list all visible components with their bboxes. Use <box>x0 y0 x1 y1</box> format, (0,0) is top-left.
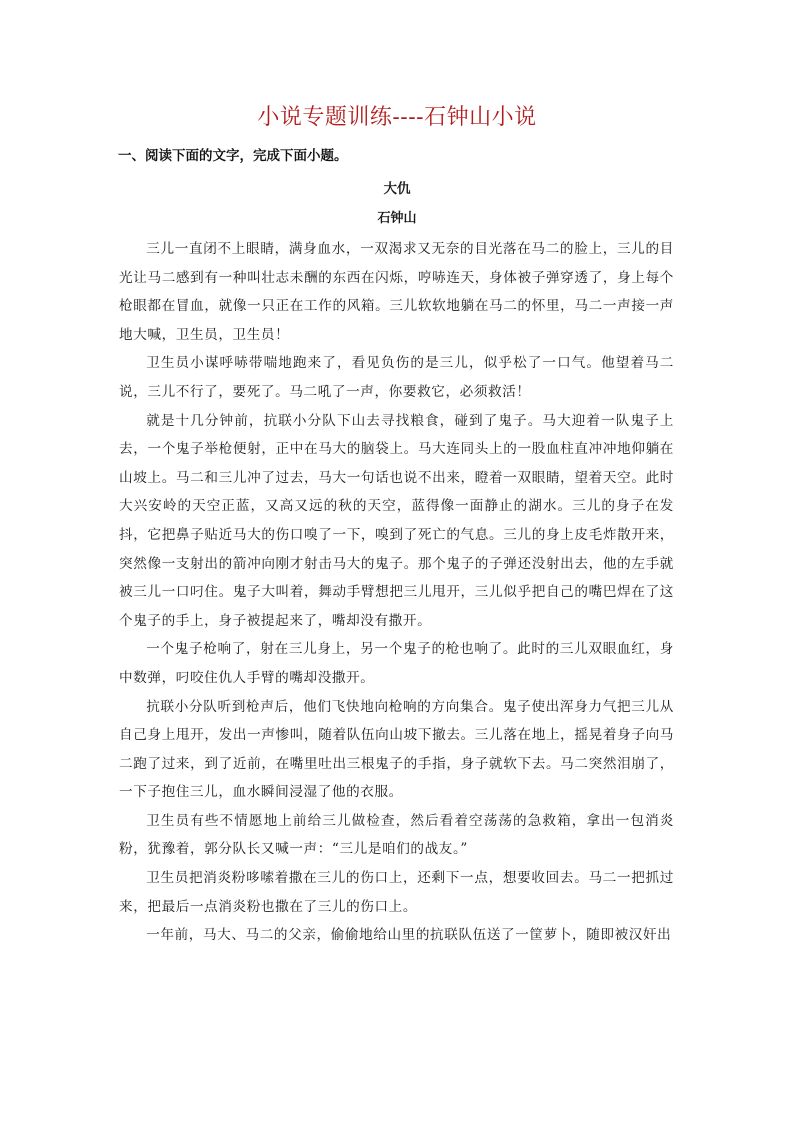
document-title: 小说专题训练----石钟山小说 <box>257 105 537 130</box>
paragraph: 三儿一直闭不上眼睛，满身血水，一双渴求又无奈的目光落在马二的脸上，三儿的目光让马二感到有一种叫壮志未酬的东西在闪烁，哼哧连天，身体被子弹穿透了，身上每个枪眼都在冒血，就像一只正在工作的风箱。三儿软软地躺在马二的怀里，马二一声接一声地大喊，卫生员，卫生员！ <box>119 241 674 343</box>
paragraph: 一年前，马大、马二的父亲，偷偷地给山里的抗联队伍送了一筐萝卜，随即被汉奸出 <box>146 927 672 944</box>
paragraph: 就是十几分钟前，抗联小分队下山去寻找粮食，碰到了鬼子。马大迎着一队鬼子上去，一个鬼子举枪便射，正中在马大的脑袋上。马大连同头上的一股血柱直冲冲地仰躺在山坡上。马二和三儿冲了过去，马大一句话也说不出来，瞪着一双眼睛，望着天空。此时大兴安岭的天空正蓝，又高又远的秋的天空，蓝得像一面静止的湖水。三儿的身子在发抖，它把鼻子贴近马大的伤口嗅了一下，嗅到了死亡的气息。三儿的身上皮毛炸散开来，突然像一支射出的箭冲向刚才射击马大的鬼子。那个鬼子的子弹还没射出去，他的左手就被三儿一口叼住。鬼子大叫着，舞动手臂想把三儿甩开，三儿似乎把自己的嘴巴焊在了这个鬼子的手上，身子被提起来了，嘴却没有撒开。 <box>119 412 674 629</box>
paragraph: 一个鬼子枪响了，射在三儿身上，另一个鬼子的枪也响了。此时的三儿双眼血红，身中数弹，叼咬住仇人手臂的嘴却没撒开。 <box>119 641 674 686</box>
story-title: 大仇 <box>383 181 411 197</box>
paragraph: 卫生员把消炎粉哆嗦着撒在三儿的伤口上，还剩下一点，想要收回去。马二一把抓过来，把最后一点消炎粉也撒在了三儿的伤口上。 <box>119 870 674 915</box>
story-body <box>119 235 674 950</box>
story-author: 石钟山 <box>377 211 417 226</box>
paragraph: 卫生员小谋呼哧带喘地跑来了，看见负伤的是三儿，似乎松了一口气。他望着马二说，三儿不行了，要死了。马二吼了一声，你要救它，必须救活！ <box>119 355 674 400</box>
paragraph: 卫生员有些不情愿地上前给三儿做检查，然后看着空荡荡的急救箱，拿出一包消炎粉，犹豫着，郭分队长又喊一声：“三儿是咱们的战友。” <box>119 812 674 858</box>
section-heading: 一、阅读下面的文字，完成下面小题。 <box>118 148 348 164</box>
paragraph: 抗联小分队听到枪声后，他们飞快地向枪响的方向集合。鬼子使出浑身力气把三儿从自己身上甩开，发出一声惨叫，随着队伍向山坡下撤去。三儿落在地上，摇晃着身子向马二跑了过来，到了近前，在嘴里吐出三根鬼子的手指，身子就软下去。马二突然泪崩了，一下子抱住三儿，血水瞬间浸湿了他的衣服。 <box>119 698 674 801</box>
